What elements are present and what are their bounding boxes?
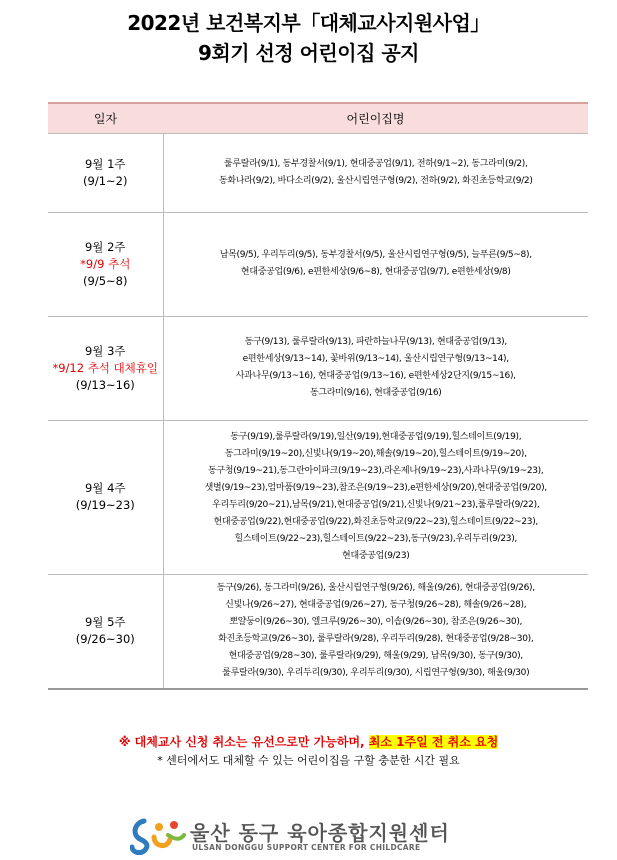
page-title [0,8,617,68]
center-line: 사과나무(9/13~16), 현대중공업(9/13~16), e편한세상2단지(9/15~16), [235,371,516,381]
org-name: 울산 동구 육아종합지원센터 [190,821,450,845]
center-line: 샛별(9/19~23),엄마품(9/19~23),참조은(9/19~23),e편한세상(9/20),현대중공업(9/20), [204,483,547,493]
schedule-table [48,102,588,690]
week-label: 9월 1주 [84,156,126,171]
org-logo-icon [130,815,186,855]
centers-cell [163,420,588,574]
org-name-en: ULSAN DONGGU SUPPORT CENTER FOR CHILDCARE [192,843,421,852]
table-row [48,316,588,420]
date-cell [48,212,163,316]
date-range: (9/26~30) [75,632,135,647]
week-label: 9월 2주 [84,239,126,254]
holiday-note: *9/12 추석 대체휴일 [52,360,159,375]
week-label: 9월 3주 [84,343,126,358]
notice-highlight: 최소 1주일 전 취소 요청 [368,735,499,749]
centers-cell [163,212,588,316]
date-range: (9/1~2) [83,173,128,188]
center-line: 동구(9/26), 동그라미(9/26), 울산시립연구형(9/26), 해울(9/26), 현대중공업(9/26), [216,583,535,594]
center-line: 동구청(9/19~21),동그란아이파크(9/19~23),라온제나(9/19~23),사과나무(9/19~23), [208,466,544,476]
table-header-row [48,103,588,133]
center-line: 현대중공업(9/6), e편한세상(9/6~8), 현대중공업(9/7), e편한세상(9/8) [240,267,511,277]
center-line: 힐스테이트(9/22~23),힐스테이트(9/22~23),동구(9/23),우리두리(9/23), [234,534,517,544]
holiday-note: *9/9 추석 [80,256,131,271]
center-line: 현대중공업(9/28~30), 룰루랄라(9/29), 해울(9/29), 남목(9/30), 동구(9/30), [228,651,523,662]
table-row [48,133,588,212]
center-line: 남목(9/5), 우리두리(9/5), 동부경찰서(9/5), 울산시립연구형(9/5), 늘푸른(9/5~8), [219,250,532,260]
center-line: 동화나라(9/2), 바다소리(9/2), 울산시립연구형(9/2), 전하(9/2), 화진초등학교(9/2) [218,175,533,186]
cancel-notice [0,733,617,751]
notice-text: ※ 대체교사 신청 취소는 유선으로만 가능하며, [118,735,369,749]
table-row [48,574,588,689]
centers-cell [163,574,588,689]
notice-subtext: * 센터에서도 대체할 수 있는 어린이집을 구할 충분한 시간 필요 [157,754,460,767]
date-range: (9/13~16) [75,377,135,392]
center-line: 동구(9/19),룰루랄라(9/19),일산(9/19),현대중공업(9/19),힐스테이트(9/19), [230,432,522,442]
center-line: 뽀얄둥이(9/26~30), 엘크루(9/26~30), 이솝(9/26~30), 참조은(9/26~30), [229,617,523,628]
centers-cell [163,316,588,420]
week-label: 9월 4주 [84,481,126,495]
header-centers: 어린이집명 [163,103,588,133]
center-line: 룰루랄라(9/30), 우리두리(9/30), 우리두리(9/30), 시립연구형(9/30), 해울(9/30) [222,668,530,679]
center-line: e편한세상(9/13~14), 꽃바위(9/13~14), 울산시립연구형(9/13~14), [242,354,509,364]
header-date: 일자 [48,103,163,133]
date-range: (9/5~8) [83,273,128,288]
week-label: 9월 5주 [84,615,126,630]
center-line: 현대중공업(9/23) [342,551,410,561]
org-logo [130,815,490,855]
date-cell [48,133,163,212]
title-line-1: 2022년 보건복지부「대체교사지원사업」 [127,11,490,35]
center-line: 신빛나(9/26~27), 현대중공업(9/26~27), 동구청(9/26~28), 해솔(9/26~28), [225,600,527,611]
date-cell [48,574,163,689]
center-line: 화진초등학교(9/26~30), 룰루랄라(9/28), 우리두리(9/28), 현대중공업(9/28~30), [218,634,534,645]
table-row [48,420,588,574]
title-line-2: 9회기 선정 어린이집 공지 [197,41,419,65]
table-row [48,212,588,316]
center-line: 룰루랄라(9/1), 동부경찰서(9/1), 현대중공업(9/1), 전하(9/1~2), 동그라미(9/2), [223,158,528,169]
center-line: 동구(9/13), 룰루랄라(9/13), 파란하늘나무(9/13), 현대중공업(9/13), [244,337,507,347]
center-line: 동그라미(9/19~20),신빛나(9/19~20),해솔(9/19~20),힐스테이트(9/19~20), [224,449,527,459]
date-cell [48,420,163,574]
center-line: 우리두리(9/20~21),남목(9/21),현대중공업(9/21),신빛나(9/21~23),룰루랄라(9/22), [212,500,540,510]
center-line: 동그라미(9/16), 현대중공업(9/16) [309,388,442,398]
date-cell [48,316,163,420]
centers-cell [163,133,588,212]
center-line: 현대중공업(9/22),현대중공업(9/22),화진초등학교(9/22~23),힐스테이트(9/22~23), [213,517,538,527]
date-range: (9/19~23) [75,498,135,512]
